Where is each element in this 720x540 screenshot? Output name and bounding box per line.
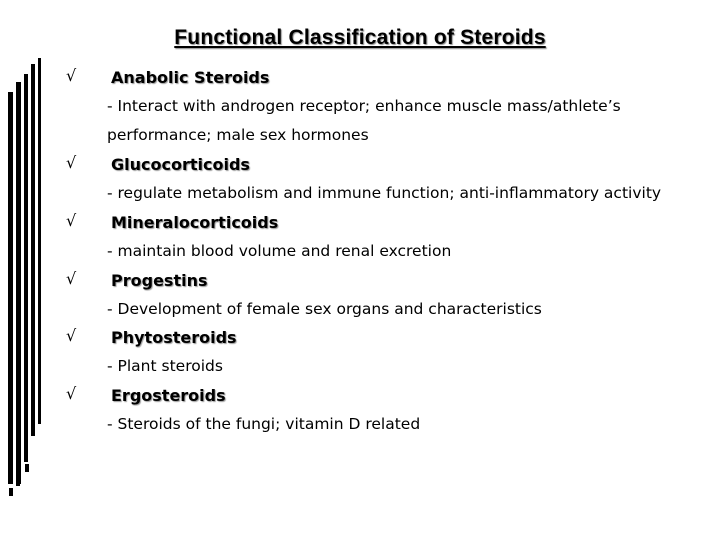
check-mark-icon: √ (66, 211, 77, 230)
item-heading: Glucocorticoids (111, 155, 250, 174)
item-heading: Anabolic Steroids (111, 68, 270, 87)
item-description: - Steroids of the fungi; vitamin D related (107, 415, 421, 433)
decorative-bar (8, 92, 13, 484)
check-mark-icon: √ (66, 269, 77, 288)
item-description: - Interact with androgen receptor; enhance muscle mass/athlete’s performance; male sex hormones (107, 97, 621, 144)
decorative-bar (31, 64, 35, 436)
decorative-bar (16, 82, 21, 484)
item-description: - maintain blood volume and renal excretion (107, 242, 452, 260)
page-title: Functional Classification of Steroids (174, 26, 546, 49)
item-heading: Phytosteroids (111, 328, 237, 347)
item-description: - regulate metabolism and immune function; anti-inflammatory activity (107, 184, 662, 202)
decorative-bar (24, 74, 28, 462)
check-mark-icon: √ (66, 66, 77, 85)
decorative-bar (16, 478, 20, 486)
item-heading: Ergosteroids (111, 386, 226, 405)
decorative-bar (25, 464, 29, 472)
item-description: - Plant steroids (107, 357, 223, 375)
check-mark-icon: √ (66, 326, 77, 345)
decorative-bar (9, 488, 13, 496)
check-mark-icon: √ (66, 384, 77, 403)
item-description: - Development of female sex organs and characteristics (107, 300, 542, 318)
decorative-bar (38, 58, 41, 424)
item-heading: Mineralocorticoids (111, 213, 279, 232)
item-heading: Progestins (111, 271, 208, 290)
check-mark-icon: √ (66, 153, 77, 172)
